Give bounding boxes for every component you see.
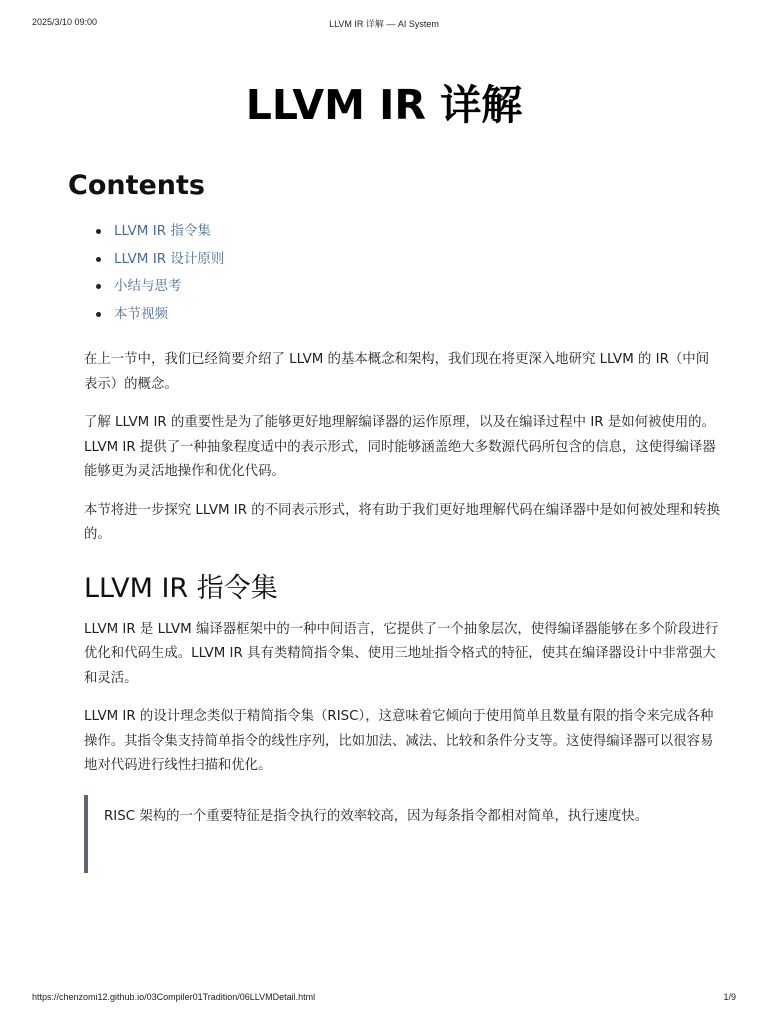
instruction-set-paragraph-1: LLVM IR 是 LLVM 编译器框架中的一种中间语言，它提供了一个抽象层次，使得编译器能够在多个阶段进行优化和代码生成。LLVM IR 具有类精简指令集、使用三地址指令格式的特征，使其在编译器设计中非常强大和灵活。 [84,621,719,686]
table-of-contents [96,219,224,329]
print-footer [32,992,736,1006]
bullet-icon [96,257,101,262]
instruction-set-paragraph-2: LLVM IR 的设计理念类似于精简指令集（RISC），这意味着它倾向于使用简单且数量有限的指令来完成各种操作。其指令集支持简单指令的线性序列，比如加法、减法、比较和条件分支等。这使得编译器可以很容易地对代码进行线性扫描和优化。 [84,709,714,773]
print-page-number: 1/9 [723,992,736,1002]
section-heading-instruction-set: LLVM IR 指令集 [84,572,278,604]
bullet-icon [96,284,101,289]
toc-link-summary[interactable]: 小结与思考 [114,278,182,294]
print-url: https://chenzomi12.github.io/03Compiler01Tradition/06LLVMDetail.html [32,992,316,1002]
print-datetime: 2025/3/10 09:00 [32,17,98,27]
document-title: LLVM IR 详解 [245,81,523,129]
toc-heading: Contents [68,170,206,201]
toc-link-instruction-set[interactable]: LLVM IR 指令集 [114,223,211,239]
toc-item [96,219,224,247]
intro-paragraph-1: 在上一节中，我们已经简要介绍了 LLVM 的基本概念和架构，我们现在将更深入地研究 LLVM 的 IR（中间表示）的概念。 [84,352,710,392]
toc-item [96,247,224,275]
intro-paragraph-3: 本节将进一步探究 LLVM IR 的不同表示形式，将有助于我们更好地理解代码在编译器中是如何被处理和转换的。 [84,502,720,542]
toc-link-video[interactable]: 本节视频 [114,305,168,322]
toc-item [96,302,224,330]
article-body [84,348,720,873]
toc-link-design-principles[interactable]: LLVM IR 设计原则 [114,250,225,267]
bullet-icon [96,312,101,317]
intro-paragraph-2: 了解 LLVM IR 的重要性是为了能够更好地理解编译器的运作原理，以及在编译过程中 IR 是如何被使用的。LLVM IR 提供了一种抽象程度适中的表示形式，同时能够涵盖绝大多数源代码所包含的信息，这使得编译器能够更为灵活地操作和优化代码。 [84,415,716,479]
print-page-title: LLVM IR 详解 — AI System [329,19,439,29]
blockquote-text: RISC 架构的一个重要特征是指令执行的效率较高，因为每条指令都相对简单，执行速度快。 [104,808,649,824]
print-header [32,17,736,31]
risc-blockquote [84,795,720,873]
bullet-icon [96,229,101,234]
toc-item [96,274,224,302]
